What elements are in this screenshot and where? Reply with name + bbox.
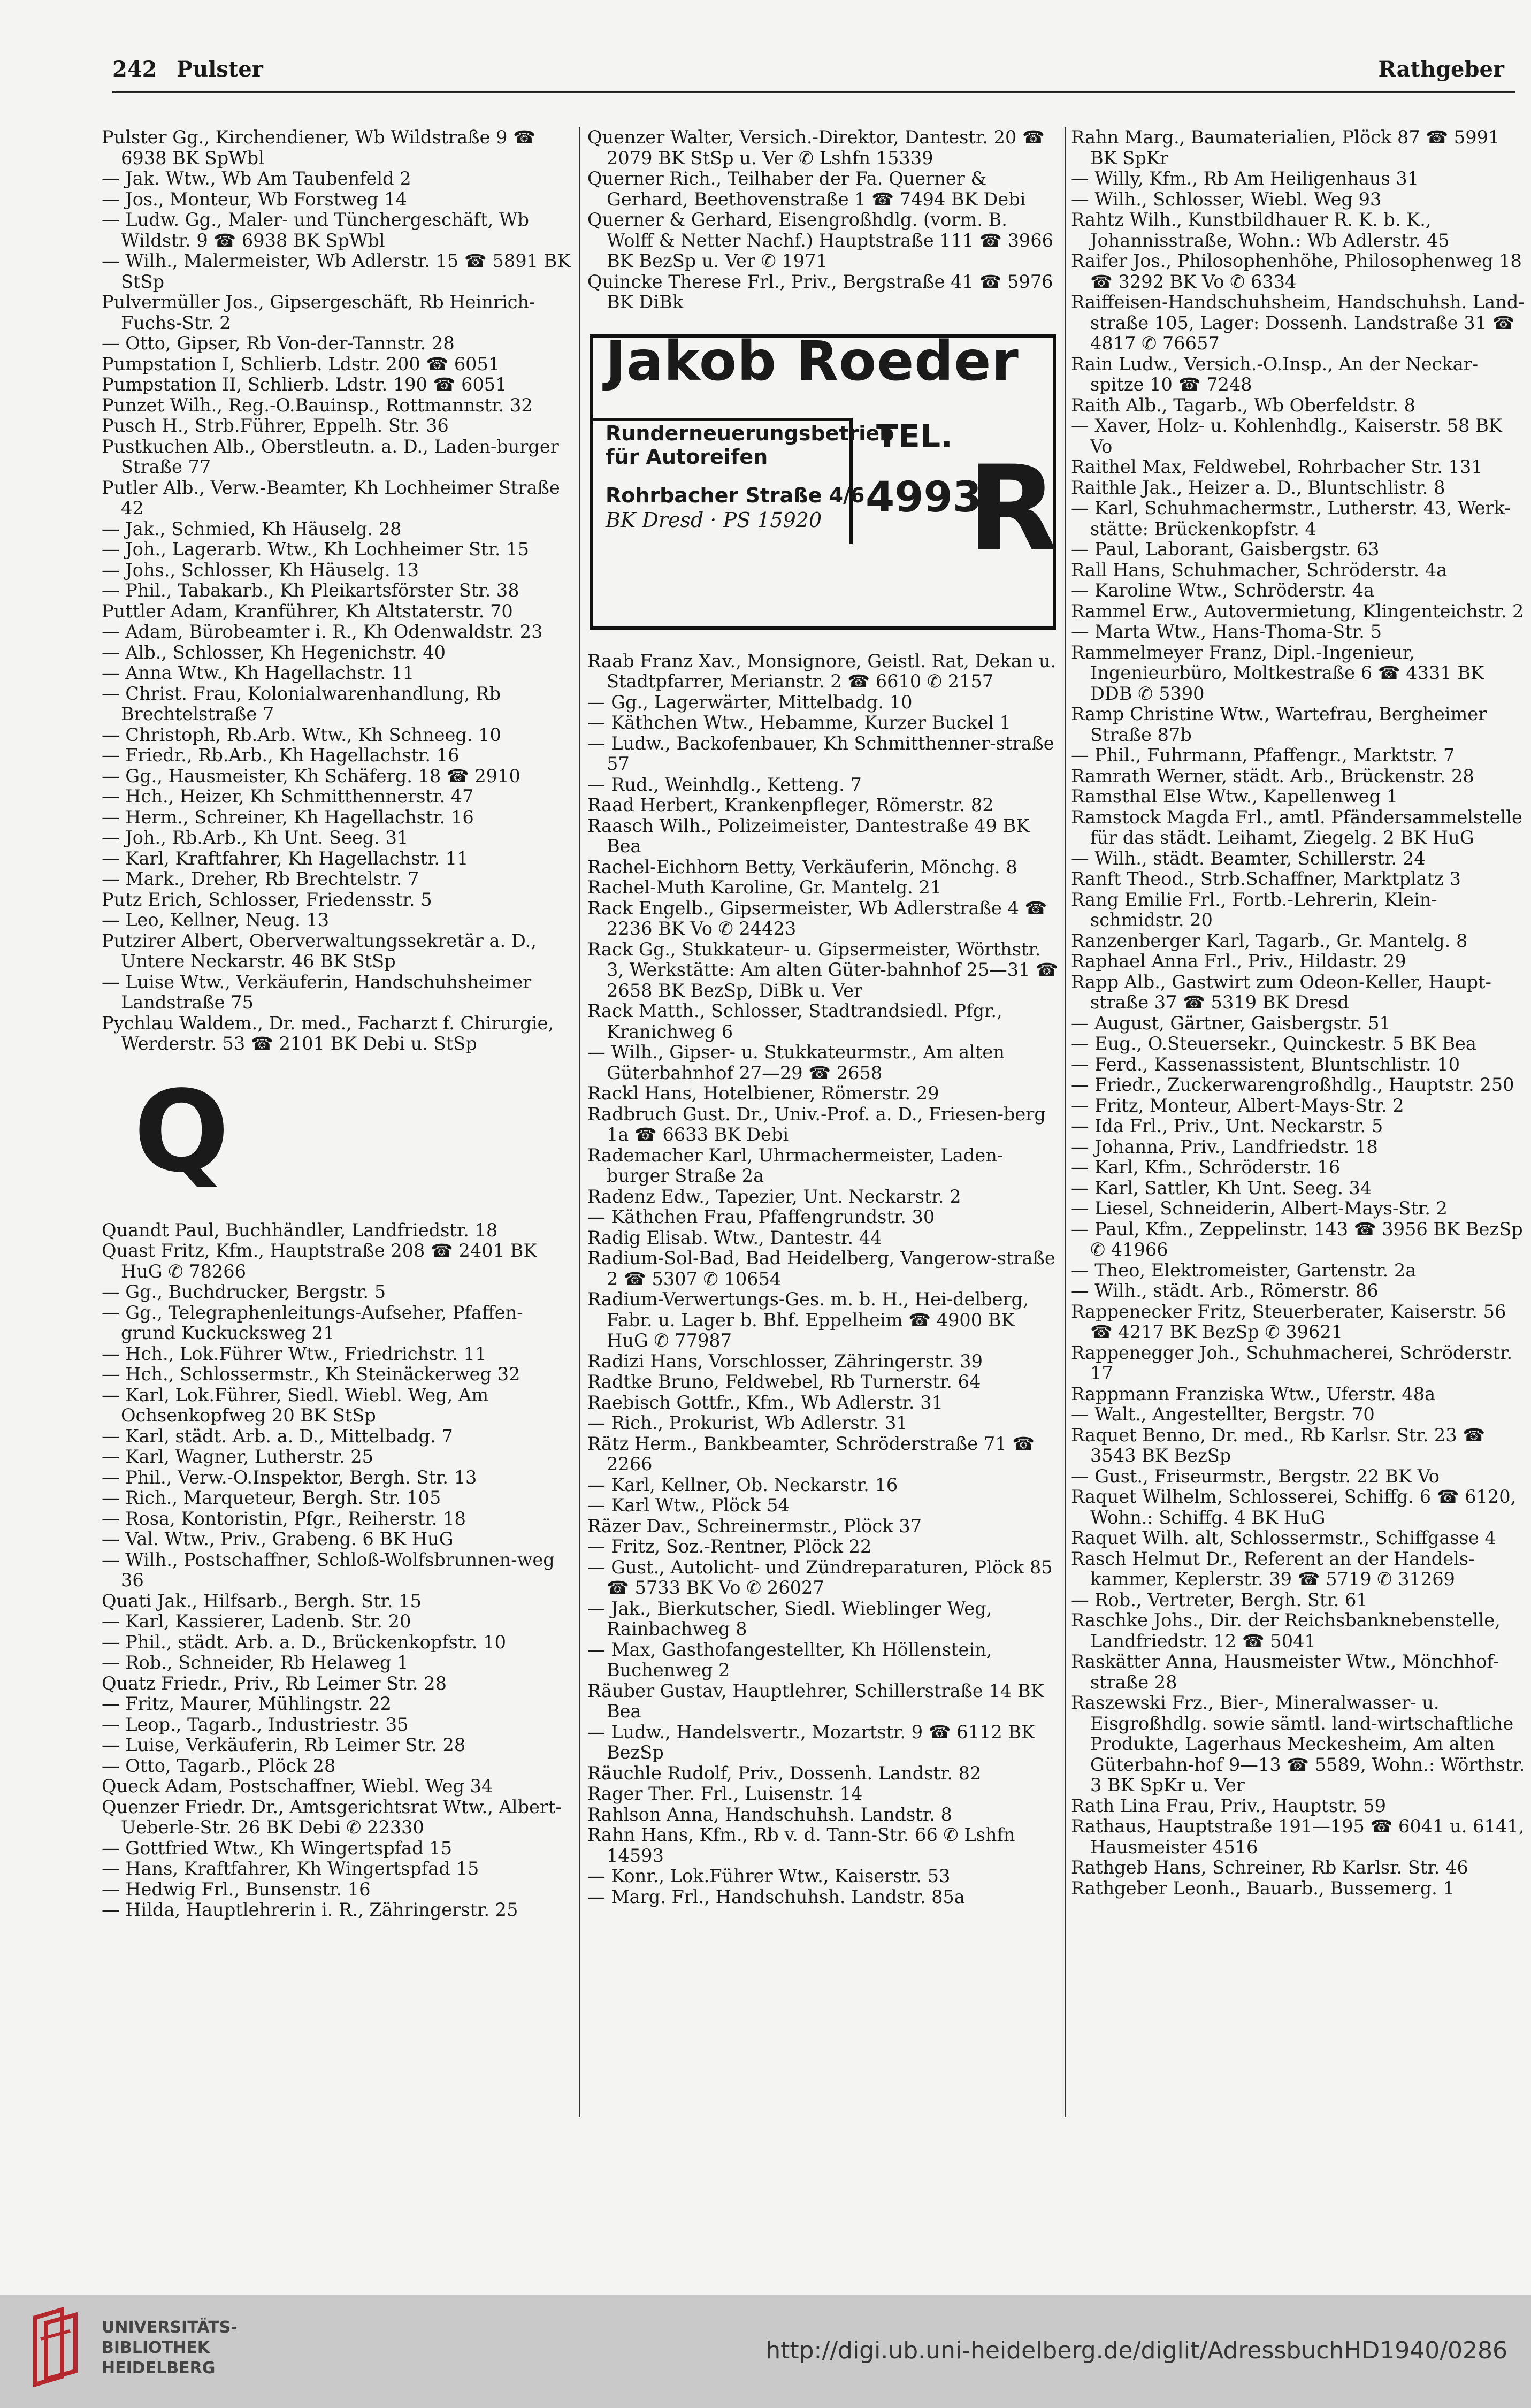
directory-entry: — Wilh., städt. Beamter, Schillerstr. 24 xyxy=(1071,847,1426,869)
source-url-link[interactable]: http://digi.ub.uni-heidelberg.de/diglit/AdressbuchHD1940/0286 xyxy=(766,2337,1507,2364)
directory-entry: Rathaus, Hauptstraße 191—195 ☎ 6041 u. 6141, Hausmeister 4516 xyxy=(1071,1816,1525,1857)
directory-entry: — Gg., Buchdrucker, Bergstr. 5 xyxy=(102,1281,386,1302)
advertisement xyxy=(590,329,1058,630)
ad-tel-number: 4993 xyxy=(866,473,982,522)
directory-entry: Quati Jak., Hilfsarb., Bergh. Str. 15 xyxy=(102,1590,422,1611)
directory-entry: Raiffeisen-Handschuhsheim, Handschuhsh. Land-straße 105, Lager: Dossenh. Landstraße 31 ☎ 4817 ✆ 76657 xyxy=(1071,292,1525,354)
directory-entry: — Walt., Angestellter, Bergstr. 70 xyxy=(1071,1404,1375,1425)
directory-entry: Rack Engelb., Gipsermeister, Wb Adlerstraße 4 ☎ 2236 BK Vo ✆ 24423 xyxy=(587,897,1047,939)
entries-q xyxy=(102,1220,572,1921)
directory-entry: — Willy, Kfm., Rb Am Heiligenhaus 31 xyxy=(1071,168,1419,189)
directory-entry: Pustkuchen Alb., Oberstleutn. a. D., Laden-burger Straße 77 xyxy=(102,435,559,477)
directory-entry: — Wilh., Malermeister, Wb Adlerstr. 15 ☎ 5891 BK StSp xyxy=(102,250,571,292)
directory-entry: — Luise, Verkäuferin, Rb Leimer Str. 28 xyxy=(102,1734,466,1755)
directory-entry: — Käthchen Frau, Pfaffengrundstr. 30 xyxy=(587,1206,935,1227)
directory-entry: Quenzer Walter, Versich.-Direktor, Dantestr. 20 ☎ 2079 BK StSp u. Ver ✆ Lshfn 15339 xyxy=(587,127,1045,169)
directory-entry: Rachel-Muth Karoline, Gr. Mantelg. 21 xyxy=(587,877,942,898)
directory-entry: Raquet Wilh. alt, Schlossermstr., Schiffgasse 4 xyxy=(1071,1527,1496,1548)
directory-entry: Querner & Gerhard, Eisengroßhdlg. (vorm. B. Wolff & Netter Nachf.) Hauptstraße 111 ☎ 3966 BK BezSp u. Ver ✆ 1971 xyxy=(587,209,1054,271)
directory-entry: — Phil., Tabakarb., Kh Pleikartsförster Str. 38 xyxy=(102,580,519,601)
directory-entry: — Paul, Kfm., Zeppelinstr. 143 ☎ 3956 BK BezSp ✆ 41966 xyxy=(1071,1218,1523,1260)
directory-entry: — Leop., Tagarb., Industriestr. 35 xyxy=(102,1714,409,1735)
directory-entry: — Jak. Wtw., Wb Am Taubenfeld 2 xyxy=(102,168,411,189)
directory-entry: — Gust., Autolicht- und Zündreparaturen, Plöck 85 ☎ 5733 BK Vo ✆ 26027 xyxy=(587,1556,1053,1598)
directory-entry: Ranft Theod., Strb.Schaffner, Marktplatz 3 xyxy=(1071,868,1461,889)
directory-entry: Pumpstation I, Schlierb. Ldstr. 200 ☎ 6051 xyxy=(102,353,500,374)
directory-entry: Rätz Herm., Bankbeamter, Schröderstraße 71 ☎ 2266 xyxy=(587,1433,1035,1474)
directory-entry: — Luise Wtw., Verkäuferin, Handschuhsheimer Landstraße 75 xyxy=(102,971,532,1013)
directory-entry: — Gust., Friseurmstr., Bergstr. 22 BK Vo xyxy=(1071,1465,1440,1487)
library-name xyxy=(102,2318,238,2379)
directory-entry: Radtke Bruno, Feldwebel, Rb Turnerstr. 64 xyxy=(587,1371,981,1392)
directory-entry: — Friedr., Zuckerwarengroßhdlg., Hauptstr. 250 xyxy=(1071,1074,1514,1095)
directory-entry: — Alb., Schlosser, Kh Hegenichstr. 40 xyxy=(102,641,446,663)
directory-entry: — Gottfried Wtw., Kh Wingertspfad 15 xyxy=(102,1837,452,1859)
directory-entry: Rathgeb Hans, Schreiner, Rb Karlsr. Str. 46 xyxy=(1071,1857,1468,1878)
directory-entry: Raquet Benno, Dr. med., Rb Karlsr. Str. 23 ☎ 3543 BK BezSp xyxy=(1071,1424,1486,1466)
directory-entry: — Leo, Kellner, Neug. 13 xyxy=(102,909,330,930)
ad-address: Rohrbacher Straße 4/6 xyxy=(606,483,865,507)
directory-entry: Rappenegger Joh., Schuhmacherei, Schröderstr. 17 xyxy=(1071,1342,1513,1383)
directory-entry: Rahtz Wilh., Kunstbildhauer R. K. b. K., Johannisstraße, Wohn.: Wb Adlerstr. 45 xyxy=(1071,209,1450,251)
library-footer xyxy=(0,2295,1531,2408)
directory-entry: — Rosa, Kontoristin, Pfgr., Reiherstr. 18 xyxy=(102,1508,466,1529)
directory-entry: — Ludw., Backofenbauer, Kh Schmitthenner-straße 57 xyxy=(587,732,1054,774)
directory-entry: — Liesel, Schneiderin, Albert-Mays-Str. 2 xyxy=(1071,1198,1448,1219)
directory-entry: — Jak., Schmied, Kh Häuselg. 28 xyxy=(102,518,402,539)
directory-entry: Quatz Friedr., Priv., Rb Leimer Str. 28 xyxy=(102,1672,447,1694)
directory-entry: Rammel Erw., Autovermietung, Klingenteichstr. 2 xyxy=(1071,600,1524,622)
directory-entry: — Karl, Schuhmachermstr., Lutherstr. 43, Werk-stätte: Brückenkopfstr. 4 xyxy=(1071,498,1511,539)
directory-entry: — Hedwig Frl., Bunsenstr. 16 xyxy=(102,1878,371,1900)
directory-entry: Pychlau Waldem., Dr. med., Facharzt f. Chirurgie, Werderstr. 53 ☎ 2101 BK Debi u. StSp xyxy=(102,1012,554,1054)
directory-entry: — Ida Frl., Priv., Unt. Neckarstr. 5 xyxy=(1071,1115,1383,1136)
directory-entry: Putz Erich, Schlosser, Friedensstr. 5 xyxy=(102,889,432,910)
entries-q-continued xyxy=(587,127,1058,313)
ad-name: Jakob Roeder xyxy=(606,329,1019,393)
directory-entry: Rappenecker Fritz, Steuerberater, Kaiserstr. 56 ☎ 4217 BK BezSp ✆ 39621 xyxy=(1071,1301,1506,1342)
directory-entry: Rack Gg., Stukkateur- u. Gipsermeister, Wörthstr. 3, Werkstätte: Am alten Güter-bahnhof 25—31 ☎ 2658 BK BezSp, DiBk u. Ver xyxy=(587,938,1058,1001)
directory-entry: Raschke Johs., Dir. der Reichsbanknebenstelle, Landfriedstr. 12 ☎ 5041 xyxy=(1071,1610,1501,1652)
directory-entry: — Ferd., Kassenassistent, Bluntschlistr. 10 xyxy=(1071,1053,1460,1075)
directory-entry: Quast Fritz, Kfm., Hauptstraße 208 ☎ 2401 BK HuG ✆ 78266 xyxy=(102,1240,537,1282)
directory-entry: — Fritz, Monteur, Albert-Mays-Str. 2 xyxy=(1071,1095,1404,1116)
ad-letter: R xyxy=(967,440,1058,577)
directory-entry: — Wilh., Postschaffner, Schloß-Wolfsbrunnen-weg 36 xyxy=(102,1549,555,1591)
directory-entry: — Karl, Kraftfahrer, Kh Hagellachstr. 11 xyxy=(102,847,469,869)
directory-entry: Rademacher Karl, Uhrmachermeister, Laden-burger Straße 2a xyxy=(587,1144,1004,1186)
directory-entry: — Theo, Elektromeister, Gartenstr. 2a xyxy=(1071,1259,1417,1281)
directory-entry: — Otto, Tagarb., Plöck 28 xyxy=(102,1755,336,1776)
directory-entry: Radium-Verwertungs-Ges. m. b. H., Hei-delberg, Fabr. u. Lager b. Bhf. Eppelheim ☎ 4900 BK HuG ✆ 77987 xyxy=(587,1289,1029,1351)
ad-tel-label: TEL. xyxy=(876,417,953,455)
directory-entry: Rahn Hans, Kfm., Rb v. d. Tann-Str. 66 ✆ Lshfn 14593 xyxy=(587,1824,1015,1866)
directory-entry: — Phil., städt. Arb. a. D., Brückenkopfstr. 10 xyxy=(102,1631,506,1653)
ad-bank: BK Dresd · PS 15920 xyxy=(606,508,822,532)
ad-line-2: für Autoreifen xyxy=(606,445,768,469)
directory-entry: — Karl Wtw., Plöck 54 xyxy=(587,1495,790,1516)
directory-entry: Raith Alb., Tagarb., Wb Oberfeldstr. 8 xyxy=(1071,394,1415,416)
directory-entry: Puttler Adam, Kranführer, Kh Altstaterstr. 70 xyxy=(102,600,513,622)
directory-entry: — Friedr., Rb.Arb., Kh Hagellachstr. 16 xyxy=(102,745,460,766)
directory-entry: — Mark., Dreher, Rb Brechtelstr. 7 xyxy=(102,868,419,889)
directory-entry: Raifer Jos., Philosophenhöhe, Philosophenweg 18 ☎ 3292 BK Vo ✆ 6334 xyxy=(1071,250,1522,292)
university-library-logo-icon xyxy=(25,2307,89,2387)
directory-entry: — Paul, Laborant, Gaisbergstr. 63 xyxy=(1071,539,1380,560)
directory-entry: — Rud., Weinhdlg., Ketteng. 7 xyxy=(587,774,862,795)
section-letter: Q xyxy=(134,1066,229,1197)
directory-entry: — Karl, Sattler, Kh Unt. Seeg. 34 xyxy=(1071,1177,1372,1198)
header-left-word: Pulster xyxy=(177,57,263,82)
entries-p xyxy=(102,127,572,1054)
directory-entry: — Karl, städt. Arb. a. D., Mittelbadg. 7 xyxy=(102,1425,453,1447)
directory-entry: Raebisch Gottfr., Kfm., Wb Adlerstr. 31 xyxy=(587,1392,943,1413)
directory-entry: — Fritz, Maurer, Mühlingstr. 22 xyxy=(102,1693,392,1714)
directory-entry: Rachel-Eichhorn Betty, Verkäuferin, Mönchg. 8 xyxy=(587,856,1017,877)
directory-entry: Pusch H., Strb.Führer, Eppelh. Str. 36 xyxy=(102,415,449,436)
directory-entry: — Konr., Lok.Führer Wtw., Kaiserstr. 53 xyxy=(587,1866,951,1886)
library-name-line-1: UNIVERSITÄTS- xyxy=(102,2318,238,2337)
directory-entry: Quincke Therese Frl., Priv., Bergstraße 41 ☎ 5976 BK DiBk xyxy=(587,271,1053,312)
column-rule xyxy=(579,127,580,2117)
directory-entry: — Karl, Kfm., Schröderstr. 16 xyxy=(1071,1157,1341,1178)
directory-entry: Räuchle Rudolf, Priv., Dossenh. Landstr. 82 xyxy=(587,1762,982,1784)
directory-entry: — Hilda, Hauptlehrerin i. R., Zähringerstr. 25 xyxy=(102,1899,518,1920)
directory-entry: — Herm., Schreiner, Kh Hagellachstr. 16 xyxy=(102,806,474,828)
directory-entry: — Rob., Vertreter, Bergh. Str. 61 xyxy=(1071,1589,1368,1610)
directory-entry: — Rich., Marqueteur, Bergh. Str. 105 xyxy=(102,1487,441,1508)
directory-entry: Rang Emilie Frl., Fortb.-Lehrerin, Klein-schmidstr. 20 xyxy=(1071,889,1437,930)
library-name-line-3: HEIDELBERG xyxy=(102,2359,216,2378)
directory-entry: Raquet Wilhelm, Schlosserei, Schiffg. 6 ☎ 6120, Wohn.: Schiffg. 4 BK HuG xyxy=(1071,1486,1517,1528)
directory-entry: Ramstock Magda Frl., amtl. Pfändersammelstelle für das städt. Leihamt, Ziegelg. 2 BK HuG xyxy=(1071,806,1522,848)
directory-entry: Punzet Wilh., Reg.-O.Bauinsp., Rottmannstr. 32 xyxy=(102,394,533,416)
directory-entry: — Otto, Gipser, Rb Von-der-Tannstr. 28 xyxy=(102,333,455,354)
directory-entry: Radbruch Gust. Dr., Univ.-Prof. a. D., Friesen-berg 1a ☎ 6633 BK Debi xyxy=(587,1103,1046,1145)
directory-entry: — Marg. Frl., Handschuhsh. Landstr. 85a xyxy=(587,1886,965,1907)
directory-entry: — Joh., Lagerarb. Wtw., Kh Lochheimer Str. 15 xyxy=(102,539,529,560)
directory-entry: — Johs., Schlosser, Kh Häuselg. 13 xyxy=(102,559,419,580)
directory-entry: — Hch., Heizer, Kh Schmitthennerstr. 47 xyxy=(102,786,474,807)
directory-entry: Radium-Sol-Bad, Bad Heidelberg, Vangerow-straße 2 ☎ 5307 ✆ 10654 xyxy=(587,1248,1055,1289)
directory-entry: Raab Franz Xav., Monsignore, Geistl. Rat, Dekan u. Stadtpfarrer, Merianstr. 2 ☎ 6610 ✆ 2157 xyxy=(587,650,1057,692)
directory-entry: — Rich., Prokurist, Wb Adlerstr. 31 xyxy=(587,1412,908,1433)
page-header xyxy=(112,53,1515,93)
directory-entry: — Joh., Rb.Arb., Kh Unt. Seeg. 31 xyxy=(102,827,409,848)
directory-entry: Raphael Anna Frl., Priv., Hildastr. 29 xyxy=(1071,951,1406,972)
directory-entry: — Karl, Kellner, Ob. Neckarstr. 16 xyxy=(587,1474,898,1495)
directory-entry: Raad Herbert, Krankenpfleger, Römerstr. 82 xyxy=(587,794,994,815)
directory-entry: Raasch Wilh., Polizeimeister, Dantestraße 49 BK Bea xyxy=(587,815,1030,857)
directory-entry: — August, Gärtner, Gaisbergstr. 51 xyxy=(1071,1012,1391,1034)
directory-entry: Pulster Gg., Kirchendiener, Wb Wildstraße 9 ☎ 6938 BK SpWbl xyxy=(102,127,535,169)
directory-entry: Raszewski Frz., Bier-, Mineralwasser- u. Eisgroßhdlg. sowie sämtl. land-wirtschaftliche Produkte, Lagerhaus Meckesheim, Am alten Güterbahn-hof 9—13 ☎ 5589, Wohn.: Wörthstr. 3 BK SpKr u. Ver xyxy=(1071,1692,1525,1795)
directory-entry: Radizi Hans, Vorschlosser, Zähringerstr. 39 xyxy=(587,1350,983,1372)
directory-entry: — Wilh., Schlosser, Wiebl. Weg 93 xyxy=(1071,188,1382,210)
directory-entry: Rackl Hans, Hotelbiener, Römerstr. 29 xyxy=(587,1083,939,1104)
directory-entry: — Wilh., Gipser- u. Stukkateurmstr., Am alten Güterbahnhof 27—29 ☎ 2658 xyxy=(587,1042,1005,1083)
directory-entry: — Val. Wtw., Priv., Grabeng. 6 BK HuG xyxy=(102,1528,454,1549)
directory-entry: — Xaver, Holz- u. Kohlenhdlg., Kaiserstr. 58 BK Vo xyxy=(1071,415,1502,457)
directory-entry: Rammelmeyer Franz, Dipl.-Ingenieur, Ingenieurbüro, Moltkestraße 6 ☎ 4331 BK DDB ✆ 5390 xyxy=(1071,641,1484,704)
directory-entry: — Gg., Telegraphenleitungs-Aufseher, Pfaffen-grund Kuckucksweg 21 xyxy=(102,1302,523,1343)
directory-entry: — Christoph, Rb.Arb. Wtw., Kh Schneeg. 10 xyxy=(102,724,501,745)
ad-line-1: Runderneuerungsbetrieb xyxy=(606,421,894,445)
entries-r-continued xyxy=(1071,127,1526,1899)
directory-entry: Quandt Paul, Buchhändler, Landfriedstr. 18 xyxy=(102,1219,498,1241)
directory-entry: Pulvermüller Jos., Gipsergeschäft, Rb Heinrich-Fuchs-Str. 2 xyxy=(102,292,535,333)
directory-entry: — Karl, Wagner, Lutherstr. 25 xyxy=(102,1446,373,1467)
directory-entry: — Hans, Kraftfahrer, Kh Wingertspfad 15 xyxy=(102,1858,479,1879)
directory-entry: — Ludw., Handelsvertr., Mozartstr. 9 ☎ 6112 BK BezSp xyxy=(587,1721,1035,1763)
directory-entry: Pumpstation II, Schlierb. Ldstr. 190 ☎ 6051 xyxy=(102,374,507,395)
directory-entry: — Hch., Schlossermstr., Kh Steinäckerweg 32 xyxy=(102,1364,520,1385)
directory-entry: Rathgeber Leonh., Bauarb., Bussemerg. 1 xyxy=(1071,1877,1455,1899)
directory-entry: — Jak., Bierkutscher, Siedl. Wieblinger Weg, Rainbachweg 8 xyxy=(587,1597,992,1639)
directory-entry: Queck Adam, Postschaffner, Wiebl. Weg 34 xyxy=(102,1776,493,1797)
directory-entry: Rall Hans, Schuhmacher, Schröderstr. 4a xyxy=(1071,559,1448,580)
directory-entry: Räuber Gustav, Hauptlehrer, Schillerstraße 14 BK Bea xyxy=(587,1680,1044,1722)
column-2 xyxy=(587,127,1058,1907)
directory-entry: Rahlson Anna, Handschuhsh. Landstr. 8 xyxy=(587,1803,952,1825)
directory-entry: — Phil., Fuhrmann, Pfaffengr., Marktstr. 7 xyxy=(1071,745,1455,766)
column-3 xyxy=(1071,127,1526,1899)
directory-entry: — Karl, Kassierer, Ladenb. Str. 20 xyxy=(102,1611,411,1632)
directory-entry: Raithle Jak., Heizer a. D., Bluntschlistr. 8 xyxy=(1071,477,1445,498)
library-name-line-2: BIBLIOTHEK xyxy=(102,2338,210,2357)
directory-entry: Quenzer Friedr. Dr., Amtsgerichtsrat Wtw., Albert-Ueberle-Str. 26 BK Debi ✆ 22330 xyxy=(102,1796,562,1838)
directory-entry: — Eug., O.Steuersekr., Quinckestr. 5 BK Bea xyxy=(1071,1033,1476,1054)
directory-entry: Radig Elisab. Wtw., Dantestr. 44 xyxy=(587,1227,882,1248)
directory-entry: — Karoline Wtw., Schröderstr. 4a xyxy=(1071,580,1374,601)
directory-entry: Raskätter Anna, Hausmeister Wtw., Mönchhof-straße 28 xyxy=(1071,1651,1499,1693)
directory-entry: — Ludw. Gg., Maler- und Tünchergeschäft, Wb Wildstr. 9 ☎ 6938 BK SpWbl xyxy=(102,209,529,251)
directory-entry: — Christ. Frau, Kolonialwarenhandlung, Rb Brechtelstraße 7 xyxy=(102,683,501,724)
directory-entry: — Gg., Hausmeister, Kh Schäferg. 18 ☎ 2910 xyxy=(102,765,520,786)
directory-entry: — Karl, Lok.Führer, Siedl. Wiebl. Weg, Am Ochsenkopfweg 20 BK StSp xyxy=(102,1384,489,1426)
directory-entry: Rappmann Franziska Wtw., Uferstr. 48a xyxy=(1071,1383,1436,1404)
directory-entry: Raithel Max, Feldwebel, Rohrbacher Str. 131 xyxy=(1071,456,1483,477)
directory-entry: Rapp Alb., Gastwirt zum Odeon-Keller, Haupt-straße 37 ☎ 5319 BK Dresd xyxy=(1071,971,1491,1013)
directory-entry: Rasch Helmut Dr., Referent an der Handels-kammer, Keplerstr. 39 ☎ 5719 ✆ 31269 xyxy=(1071,1548,1475,1589)
directory-entry: — Anna Wtw., Kh Hagellachstr. 11 xyxy=(102,662,415,683)
directory-entry: — Käthchen Wtw., Hebamme, Kurzer Buckel 1 xyxy=(587,712,1011,733)
directory-entry: — Gg., Lagerwärter, Mittelbadg. 10 xyxy=(587,691,913,713)
directory-entry: Rath Lina Frau, Priv., Hauptstr. 59 xyxy=(1071,1795,1387,1816)
directory-entry: Ranzenberger Karl, Tagarb., Gr. Mantelg. 8 xyxy=(1071,930,1468,951)
directory-entry: Rahn Marg., Baumaterialien, Plöck 87 ☎ 5991 BK SpKr xyxy=(1071,127,1500,169)
directory-entry: Ramrath Werner, städt. Arb., Brückenstr. 28 xyxy=(1071,765,1474,786)
directory-entry: — Jos., Monteur, Wb Forstweg 14 xyxy=(102,188,407,210)
directory-entry: Rager Ther. Frl., Luisenstr. 14 xyxy=(587,1783,863,1804)
directory-entry: — Rob., Schneider, Rb Helaweg 1 xyxy=(102,1652,409,1673)
directory-entry: Räzer Dav., Schreinermstr., Plöck 37 xyxy=(587,1515,922,1536)
directory-entry: Ramsthal Else Wtw., Kapellenweg 1 xyxy=(1071,786,1398,807)
directory-entry: — Phil., Verw.-O.Inspektor, Bergh. Str. 13 xyxy=(102,1466,477,1488)
directory-entry: — Adam, Bürobeamter i. R., Kh Odenwaldstr. 23 xyxy=(102,621,543,642)
header-right-word: Rathgeber xyxy=(1378,57,1504,82)
directory-entry: — Wilh., städt. Arb., Römerstr. 86 xyxy=(1071,1280,1379,1301)
directory-entry: Ramp Christine Wtw., Wartefrau, Bergheimer Straße 87b xyxy=(1071,704,1487,745)
directory-entry: — Max, Gasthofangestellter, Kh Höllenstein, Buchenweg 2 xyxy=(587,1639,992,1680)
entries-r xyxy=(587,651,1058,1908)
page-number: 242 xyxy=(112,57,157,82)
directory-entry: — Johanna, Priv., Landfriedstr. 18 xyxy=(1071,1136,1378,1157)
column-rule xyxy=(1065,127,1066,2117)
column-1 xyxy=(102,127,572,1921)
directory-entry: Querner Rich., Teilhaber der Fa. Querner & Gerhard, Beethovenstraße 1 ☎ 7494 BK Debi xyxy=(587,168,1026,210)
directory-entry: Rain Ludw., Versich.-O.Insp., An der Neckar-spitze 10 ☎ 7248 xyxy=(1071,353,1479,395)
directory-entry: Putler Alb., Verw.-Beamter, Kh Lochheimer Straße 42 xyxy=(102,477,560,518)
directory-entry: Putzirer Albert, Oberverwaltungssekretär a. D., Untere Neckarstr. 46 BK StSp xyxy=(102,930,537,972)
directory-entry: — Fritz, Soz.-Rentner, Plöck 22 xyxy=(587,1536,872,1557)
directory-entry: Radenz Edw., Tapezier, Unt. Neckarstr. 2 xyxy=(587,1186,961,1207)
directory-entry: — Hch., Lok.Führer Wtw., Friedrichstr. 11 xyxy=(102,1343,487,1364)
directory-entry: Rack Matth., Schlosser, Stadtrandsiedl. Pfgr., Kranichweg 6 xyxy=(587,1000,1002,1042)
directory-entry: — Marta Wtw., Hans-Thoma-Str. 5 xyxy=(1071,621,1382,642)
